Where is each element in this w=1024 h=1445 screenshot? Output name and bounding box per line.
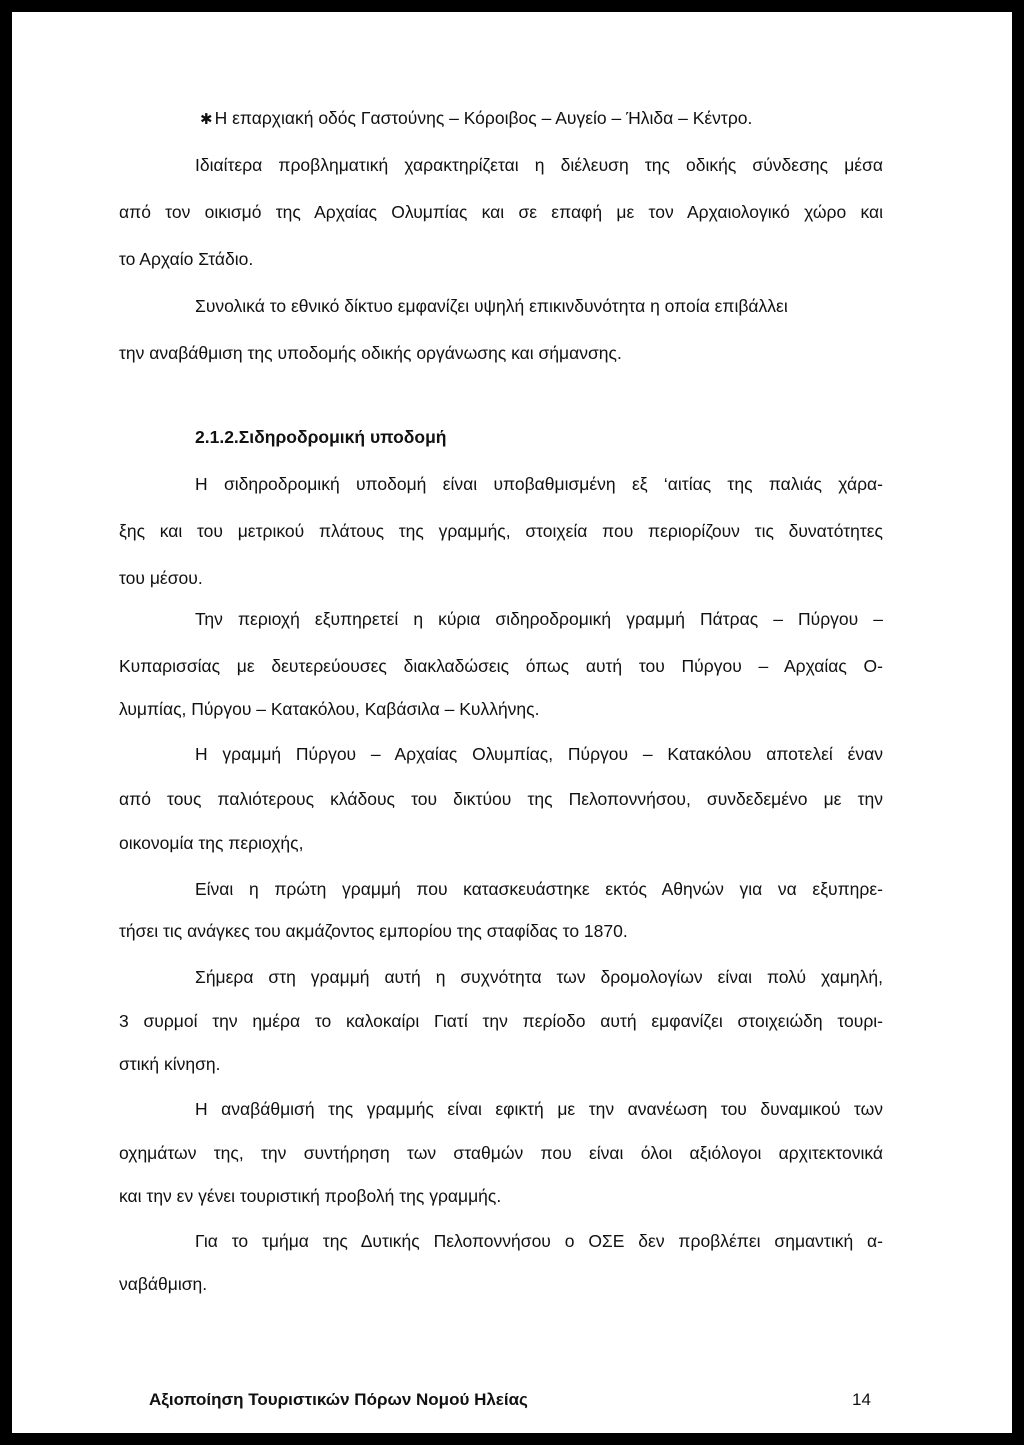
text-line: Η σιδηροδρομική υποδομή είναι υποβαθμισμένη εξ ‘αιτίας της παλιάς χάρα- — [195, 474, 883, 494]
text-line: Η επαρχιακή οδός Γαστούνης – Κόροιβος – Αυγείο – Ήλιδα – Κέντρο. — [214, 108, 753, 128]
text-line: από τον οικισμό της Αρχαίας Ολυμπίας και σε επαφή με τον Αρχαιολογικό χώρο και — [119, 202, 883, 222]
document-page — [12, 12, 1012, 1433]
text-line: Συνολικά το εθνικό δίκτυο εμφανίζει υψηλή επικινδυνότητα η οποία επιβάλλει — [195, 296, 788, 316]
text-line: Κυπαρισσίας με δευτερεύουσες διακλαδώσεις όπως αυτή του Πύργου – Αρχαίας Ο- — [119, 656, 883, 676]
text-line: από τους παλιότερους κλάδους του δικτύου της Πελοποννήσου, συνδεδεμένο με την — [119, 789, 883, 809]
text-line: Η αναβάθμισή της γραμμής είναι εφικτή με την ανανέωση του δυναμικού των — [195, 1099, 883, 1119]
text-line: και την εν γένει τουριστική προβολή της γραμμής. — [119, 1186, 502, 1206]
text-line: την αναβάθμιση της υποδομής οδικής οργάνωσης και σήμανσης. — [119, 343, 622, 363]
text-line: Ιδιαίτερα προβληματική χαρακτηρίζεται η διέλευση της οδικής σύνδεσης μέσα — [195, 155, 883, 175]
text-line: οχημάτων της, την συντήρηση των σταθμών που είναι όλοι αξιόλογοι αρχιτεκτονικά — [119, 1143, 883, 1163]
text-line: λυμπίας, Πύργου – Κατακόλου, Καβάσιλα – Κυλλήνης. — [119, 699, 540, 719]
bullet-line — [200, 107, 752, 131]
text-line: στική κίνηση. — [119, 1054, 221, 1074]
text-line: ναβάθμιση. — [119, 1274, 208, 1294]
page-number: 14 — [852, 1390, 871, 1409]
text-line: 3 συρμοί την ημέρα το καλοκαίρι Γιατί την περίοδο αυτή εμφανίζει στοιχειώδη τουρι- — [119, 1011, 883, 1031]
text-line: ξης και του μετρικού πλάτους της γραμμής, στοιχεία που περιορίζουν τις δυνατότητες — [119, 521, 883, 541]
section-heading: 2.1.2.Σιδηροδρομική υποδομή — [195, 427, 447, 447]
text-line: οικονομία της περιοχής, — [119, 833, 304, 853]
text-line: Σήμερα στη γραμμή αυτή η συχνότητα των δρομολογίων είναι πολύ χαμηλή, — [195, 967, 883, 987]
text-line: Είναι η πρώτη γραμμή που κατασκευάστηκε εκτός Αθηνών για να εξυπηρε- — [195, 879, 883, 899]
text-line: το Αρχαίο Στάδιο. — [119, 249, 254, 269]
footer-title: Αξιοποίηση Τουριστικών Πόρων Νομού Ηλείας — [149, 1390, 528, 1409]
text-line: Η γραμμή Πύργου – Αρχαίας Ολυμπίας, Πύργου – Κατακόλου αποτελεί έναν — [195, 744, 883, 764]
asterisk-bullet-icon: ✱ — [200, 111, 213, 128]
text-line: τήσει τις ανάγκες του ακμάζοντος εμπορίου της σταφίδας το 1870. — [119, 921, 628, 941]
text-line: του μέσου. — [119, 568, 203, 588]
text-line: Την περιοχή εξυπηρετεί η κύρια σιδηροδρομική γραμμή Πάτρας – Πύργου – — [195, 609, 883, 629]
text-line: Για το τμήμα της Δυτικής Πελοποννήσου ο ΟΣΕ δεν προβλέπει σημαντική α- — [195, 1231, 883, 1251]
